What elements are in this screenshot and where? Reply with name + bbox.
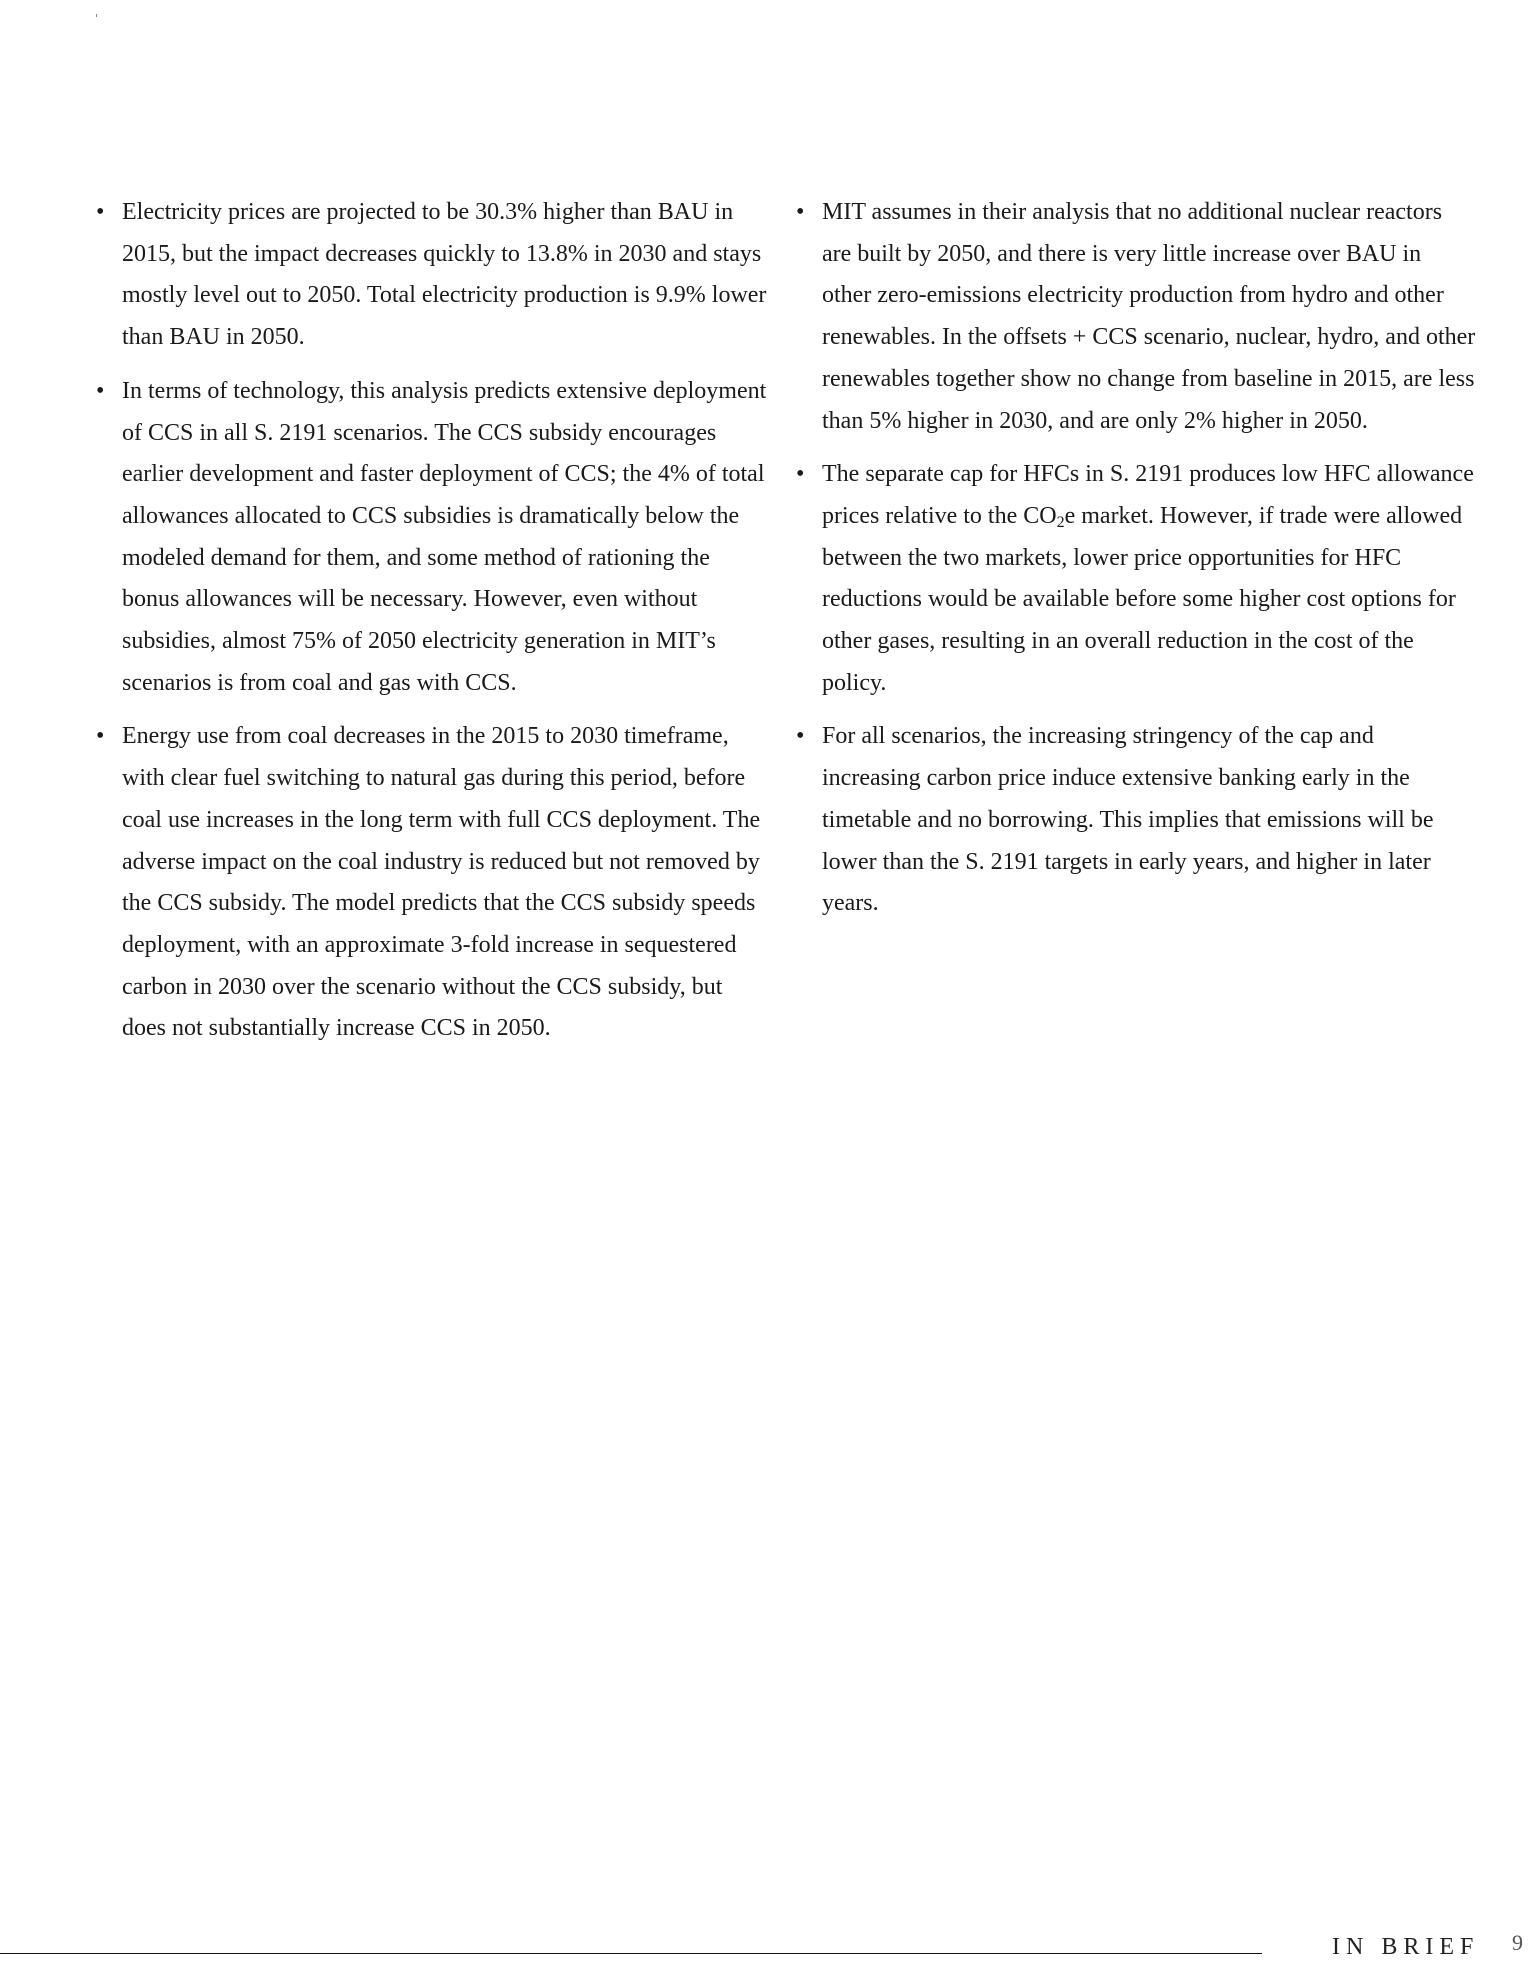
bullet-dot-icon: •	[96, 723, 105, 750]
bullet-text-part: e market. However, if trade were allowed between the two markets, lower price opportunities for HFC reductions would be available before some higher cost options for other gases, resulting in an overall reduction in the cost of the policy.	[822, 502, 1463, 696]
right-column-bullet-list	[796, 192, 1476, 937]
page-number: 9	[1512, 1930, 1523, 1955]
bullet-item	[796, 716, 1476, 925]
bullet-dot-icon: •	[796, 723, 805, 750]
scan-speck	[96, 14, 97, 17]
bullet-item	[796, 192, 1476, 442]
bullet-text: In terms of technology, this analysis predicts extensive deployment of CCS in all S. 2191 scenarios. The CCS subsidy encourages earlier development and faster deployment of CCS; the 4% of total allowances allocated to CCS subsidies is dramatically below the modeled demand for them, and some method of rationing the bonus allowances will be necessary. However, even without subsidies, almost 75% of 2050 electricity generation in MIT’s scenarios is from coal and gas with CCS.	[122, 377, 767, 696]
bullet-item	[96, 192, 772, 359]
left-column-bullet-list	[96, 192, 772, 1062]
bullet-text-with-subscript	[822, 461, 1474, 696]
footer-section-title: IN BRIEF	[1332, 1934, 1480, 1960]
bullet-dot-icon: •	[96, 377, 105, 404]
bullet-text: For all scenarios, the increasing stringency of the cap and increasing carbon price induce extensive banking early in the timetable and no borrowing. This implies that emissions will be lower than the S. 2191 targets in early years, and higher in later years.	[822, 723, 1434, 917]
bullet-item	[96, 371, 772, 705]
bullet-dot-icon: •	[796, 199, 805, 225]
bullet-text-part: The separate cap for HFCs in S. 2191 produces low HFC allowance prices relative to the CO	[822, 461, 1474, 529]
subscript-two: 2	[1056, 513, 1065, 531]
footer-rule	[0, 1953, 1262, 1954]
bullet-item	[96, 716, 772, 1050]
bullet-dot-icon: •	[96, 199, 105, 225]
bullet-text: Electricity prices are projected to be 30.3% higher than BAU in 2015, but the impact decreases quickly to 13.8% in 2030 and stays mostly level out to 2050. Total electricity production is 9.9% lower than BAU in 2050.	[122, 199, 767, 351]
bullet-dot-icon: •	[796, 461, 805, 488]
bullet-item	[796, 454, 1476, 704]
bullet-text: Energy use from coal decreases in the 2015 to 2030 timeframe, with clear fuel switching to natural gas during this period, before coal use increases in the long term with full CCS deployment. The adverse impact on the coal industry is reduced but not removed by the CCS subsidy. The model predicts that the CCS subsidy speeds deployment, with an approximate 3-fold increase in sequestered carbon in 2030 over the scenario without the CCS subsidy, but does not substantially increase CCS in 2050.	[122, 723, 761, 1042]
bullet-text: MIT assumes in their analysis that no additional nuclear reactors are built by 2050, and there is very little increase over BAU in other zero-emissions electricity production from hydro and other renewables. In the offsets + CCS scenario, nuclear, hydro, and other renewables together show no change from baseline in 2015, are less than 5% higher in 2030, and are only 2% higher in 2050.	[822, 199, 1476, 434]
